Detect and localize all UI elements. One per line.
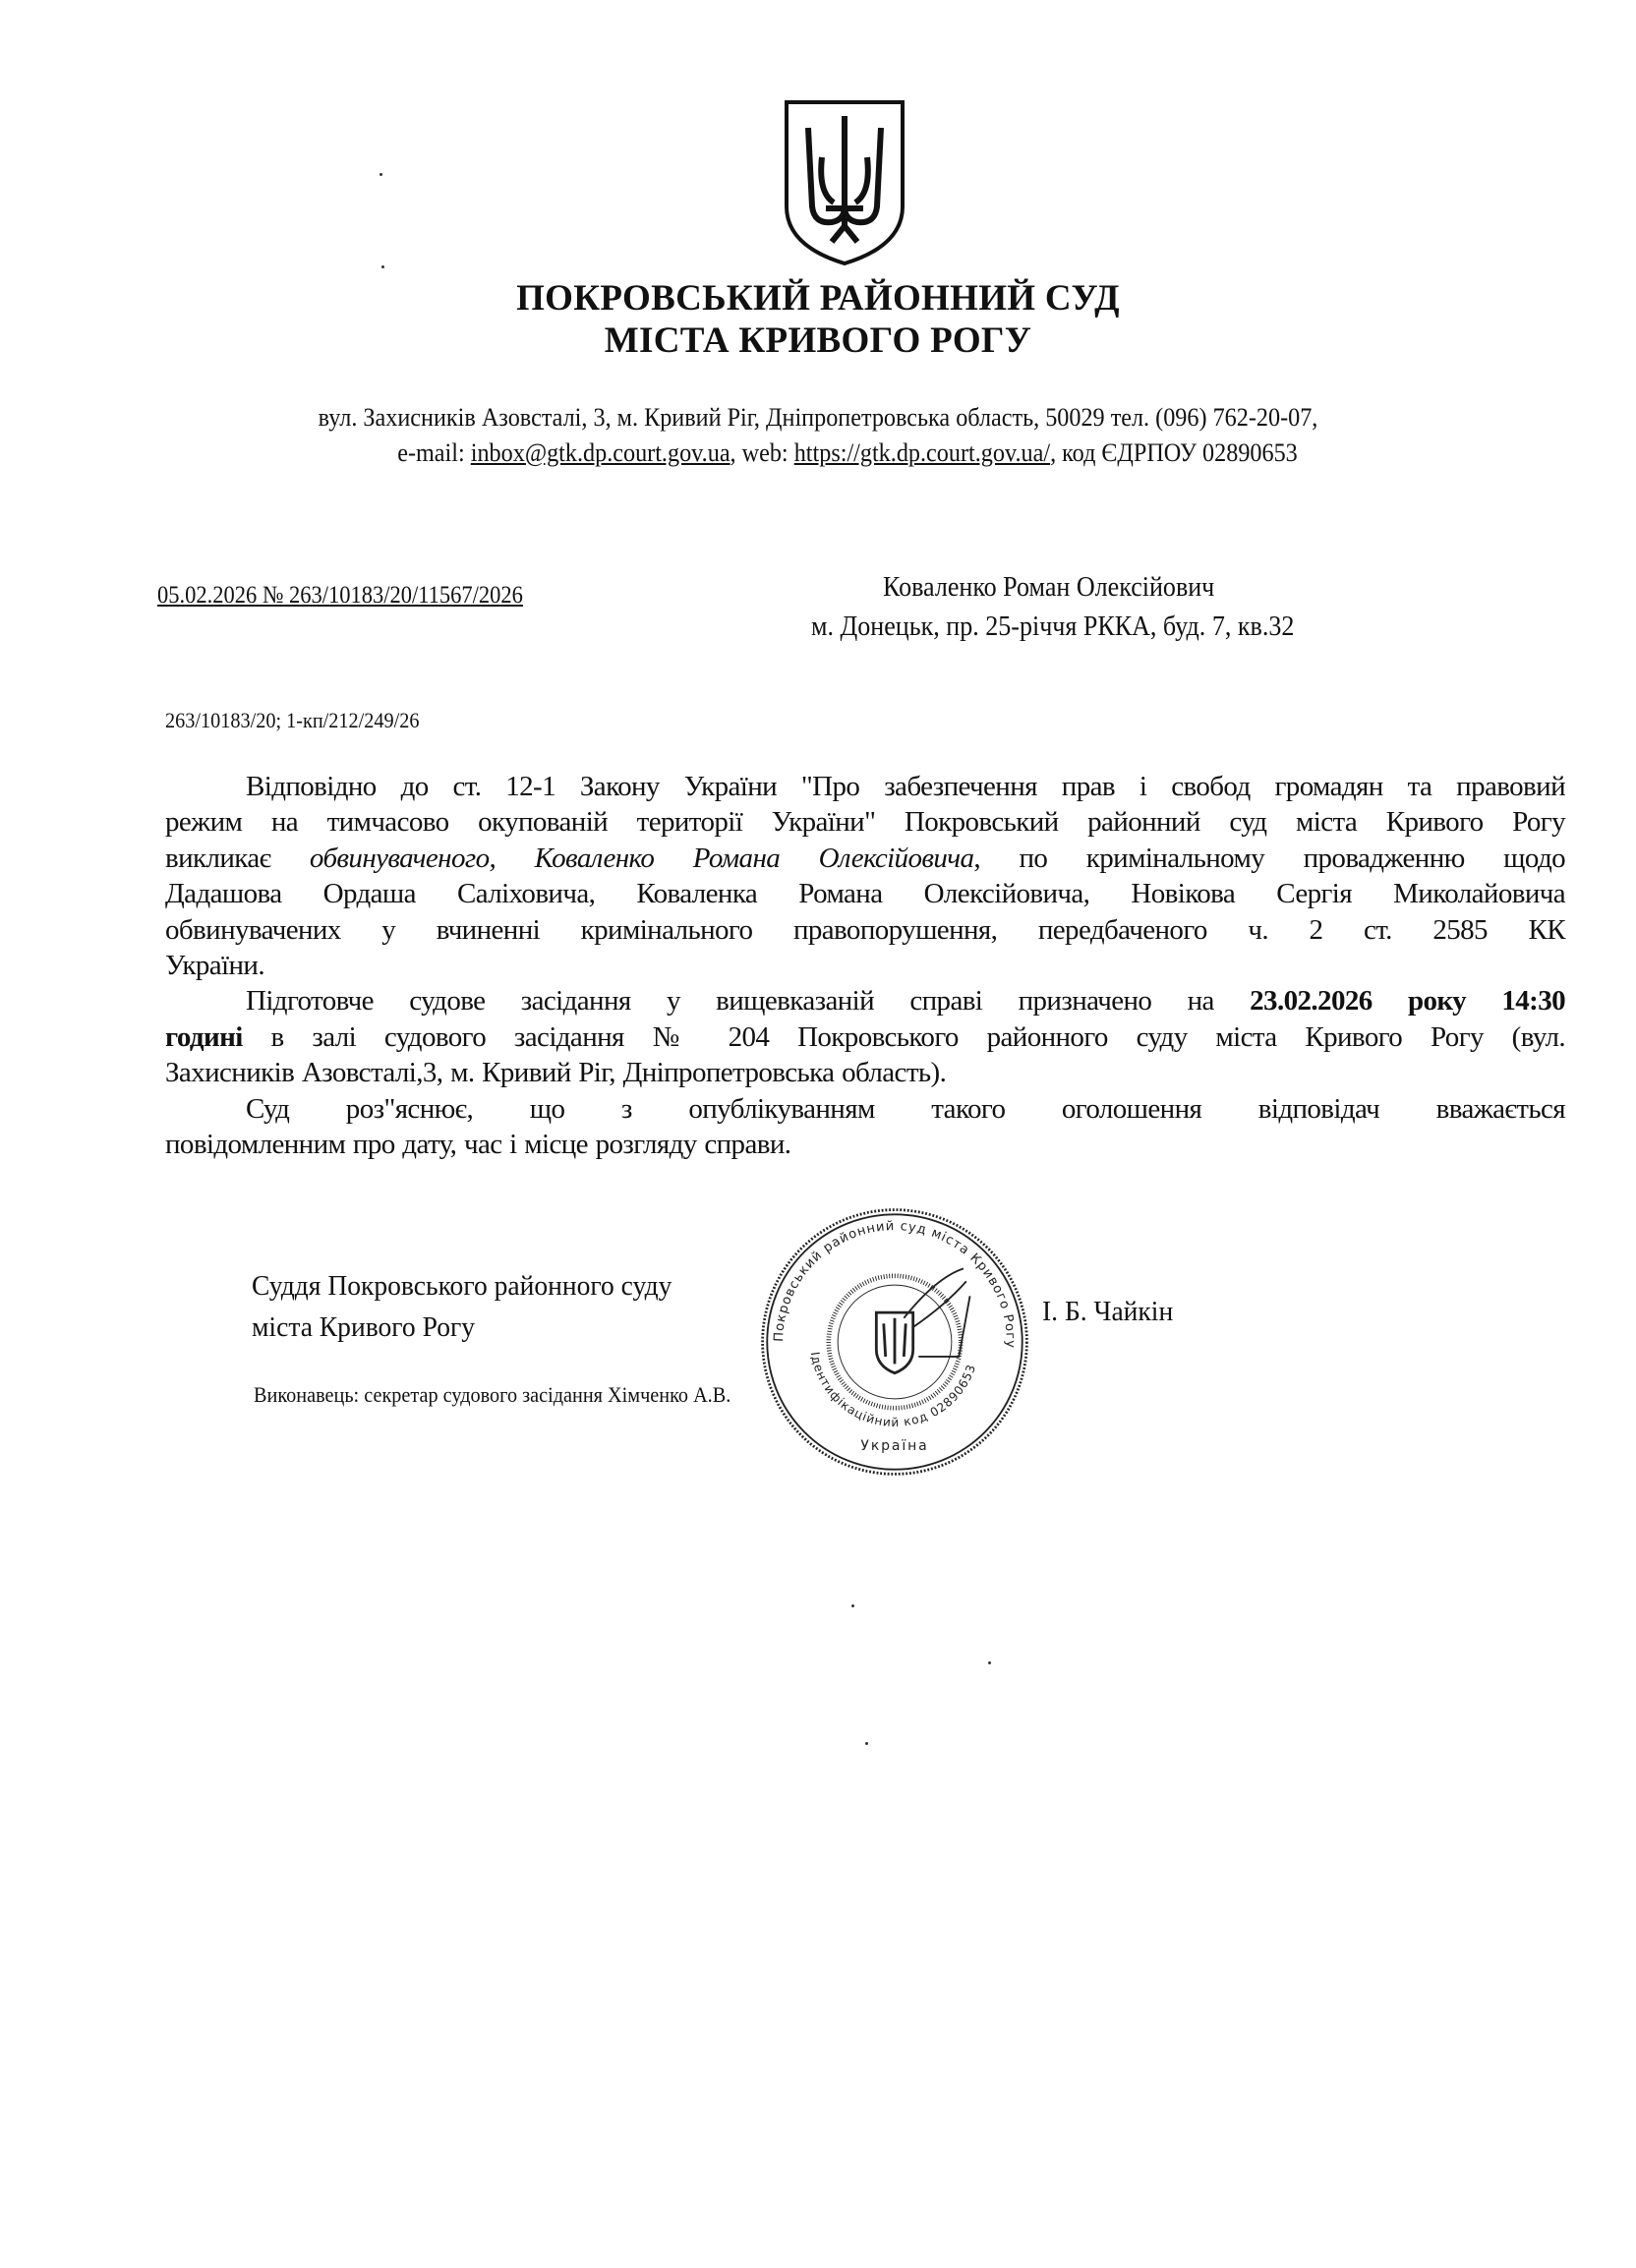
scan-speck bbox=[865, 1742, 868, 1745]
edrpou-code: , код ЄДРПОУ 02890653 bbox=[1050, 438, 1298, 467]
body-text: Підготовче судове засідання у вищевказаній справі призначено на bbox=[246, 985, 1251, 1018]
body-text: викликає bbox=[165, 842, 310, 874]
court-contacts bbox=[87, 438, 1608, 468]
web-link[interactable]: https://gtk.dp.court.gov.ua/ bbox=[793, 438, 1051, 467]
outgoing-reference: 05.02.2026 № 263/10183/20/11567/2026 bbox=[157, 582, 523, 609]
body-line bbox=[165, 1127, 1565, 1162]
court-address: вул. Захисників Азовсталі, 3, м. Кривий Ріг, Дніпропетровська область, 50029 тел. (096) 762-20-07, bbox=[318, 403, 1318, 432]
court-name-line2: МІСТА КРИВОГО РОГУ bbox=[604, 320, 1032, 361]
notice-body bbox=[165, 769, 1565, 1162]
addressee-name: Коваленко Роман Олексійович bbox=[883, 572, 1215, 603]
body-line bbox=[165, 1055, 1565, 1090]
stamp-inner-text: Ідентифікаційний код 02890653 bbox=[807, 1351, 979, 1429]
body-line bbox=[165, 948, 1565, 983]
body-line bbox=[165, 769, 1565, 804]
judge-name: І. Б. Чайкін bbox=[1042, 1296, 1174, 1327]
court-seal-stamp bbox=[757, 1204, 1032, 1480]
email-link[interactable]: inbox@gtk.dp.court.gov.ua bbox=[470, 438, 730, 467]
judge-position-line2: міста Кривого Рогу bbox=[252, 1311, 476, 1343]
body-text: повідомленним про дату, час і місце розгляду справи. bbox=[165, 1128, 791, 1160]
body-text: режим на тимчасово окупованій території України" Покровський районний суд міста Кривого Рогу bbox=[165, 806, 1565, 839]
trident-emblem-icon bbox=[783, 98, 906, 267]
body-text: , по кримінальному провадженню щодо bbox=[973, 842, 1565, 874]
body-line bbox=[165, 841, 1565, 876]
case-numbers: 263/10183/20; 1-кп/212/249/26 bbox=[165, 708, 420, 732]
stamp-bottom-text: Україна bbox=[860, 1438, 929, 1455]
scan-speck bbox=[988, 1661, 991, 1664]
body-text: Відповідно до ст. 12-1 Закону України "Про забезпечення прав і свобод громадян та правовий bbox=[246, 771, 1565, 802]
body-line bbox=[165, 804, 1565, 840]
web-label: , web: bbox=[730, 438, 794, 467]
executor: Виконавець: секретар судового засідання Хімченко А.В. bbox=[254, 1382, 731, 1407]
body-text: Дадашова Ордаша Саліховича, Коваленка Романа Олексійовича, Новікова Сергія Миколайовича bbox=[165, 878, 1565, 910]
body-line bbox=[165, 983, 1565, 1018]
judge-position-line1: Суддя Покровського районного суду bbox=[252, 1270, 672, 1302]
body-line bbox=[165, 1091, 1565, 1127]
email-label: e-mail: bbox=[397, 438, 471, 467]
body-text: України. bbox=[165, 949, 264, 981]
body-text: в залі судового засідання № 204 Покровського районного суду міста Кривого Рогу (вул. bbox=[242, 1020, 1565, 1053]
body-text: Суд роз"яснює, що з опублікуванням такого оголошення відповідач вважається bbox=[246, 1092, 1565, 1125]
scan-speck bbox=[851, 1604, 854, 1607]
body-text: Захисників Азовсталі,3, м. Кривий Ріг, Дніпропетровська область). bbox=[165, 1057, 947, 1089]
bold-text: годині bbox=[165, 1020, 243, 1053]
body-line bbox=[165, 876, 1565, 911]
bold-text: 23.02.2026 року 14:30 bbox=[1250, 985, 1565, 1018]
stamp-outer-text: Покровський районний суд міста Кривого Рогу bbox=[772, 1219, 1018, 1350]
body-line bbox=[165, 1019, 1565, 1055]
svg-text:Ідентифікаційний код 02890653 bbox=[808, 1351, 978, 1429]
scan-speck bbox=[380, 173, 382, 176]
court-name-line1: ПОКРОВСЬКИЙ РАЙОННИЙ СУД bbox=[516, 278, 1120, 319]
addressee-address: м. Донецьк, пр. 25-річчя РККА, буд. 7, кв.32 bbox=[811, 611, 1295, 642]
body-line bbox=[165, 912, 1565, 948]
scan-speck bbox=[381, 265, 384, 268]
italic-text: обвинуваченого, Коваленко Романа Олексійовича bbox=[309, 842, 974, 874]
body-text: обвинувачених у вчиненні кримінального правопорушення, передбаченого ч. 2 ст. 2585 КК bbox=[165, 913, 1565, 946]
